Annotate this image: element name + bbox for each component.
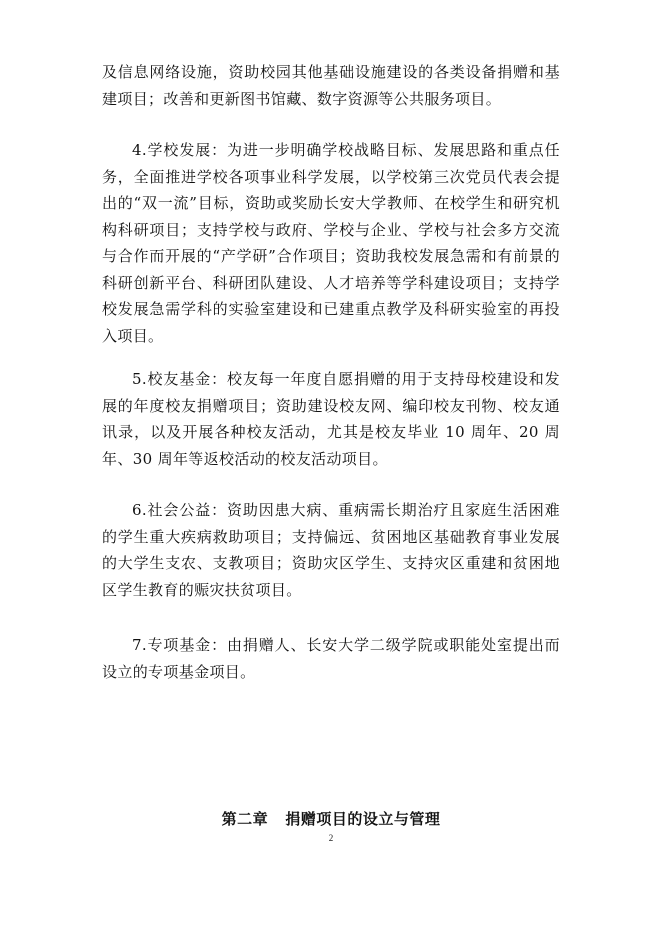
paragraph-school-development: 4.学校发展：为进一步明确学校战略目标、发展思路和重点任务，全面推进学校各项事业科学发展，以学校第三次党员代表会提出的“双一流”目标，资助或奖励长安大学教师、在校学生和研究机构科研项目；支持学校与政府、学校与企业、学校与社会多方交流与合作而开展的“产学研”合作项目；资助我校发展急需和有前景的科研创新平台、科研团队建设、人才培养等学科建设项目；支持学校发展急需学科的实验室建设和已建重点教学及科研实验室的再投入项目。 [102, 141, 560, 345]
paragraph-special-fund: 7.专项基金：由捐赠人、长安大学二级学院或职能处室提出而设立的专项基金项目。 [102, 636, 560, 681]
paragraph-social-welfare: 6.社会公益：资助因患大病、重病需长期治疗且家庭生活困难的学生重大疾病救助项目；支持偏远、贫困地区基础教育事业发展的大学生支农、支教项目；资助灾区学生、支持灾区重建和贫困地区学生教育的赈灾扶贫项目。 [102, 501, 560, 599]
chapter-heading: 第二章 捐赠项目的设立与管理 [221, 810, 441, 828]
paragraph-alumni-fund: 5.校友基金：校友每一年度自愿捐赠的用于支持母校建设和发展的年度校友捐赠项目；资助建设校友网、编印校友刊物、校友通讯录，以及开展各种校友活动，尤其是校友毕业 10 周年、20 周年、30 周年等返校活动的校友活动项目。 [102, 370, 560, 468]
paragraph-infrastructure-continued: 及信息网络设施，资助校园其他基础设施建设的各类设备捐赠和基建项目；改善和更新图书馆藏、数字资源等公共服务项目。 [102, 63, 560, 108]
page-number: 2 [328, 833, 334, 843]
